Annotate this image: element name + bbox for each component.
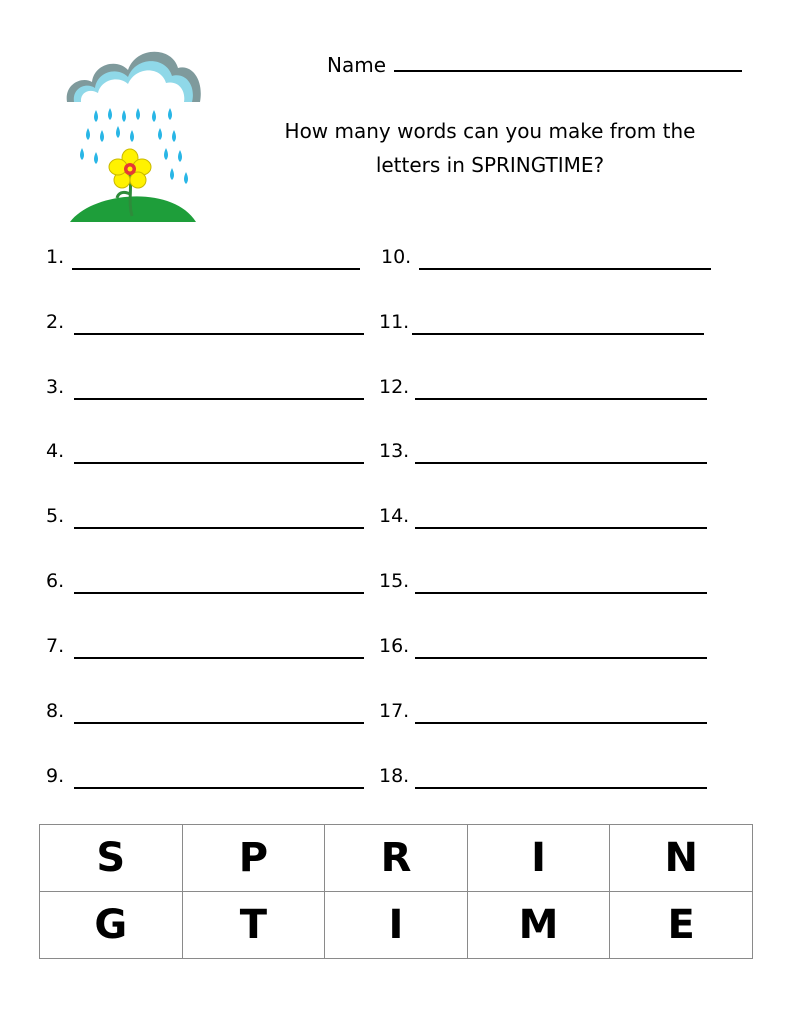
answer-number: 4. bbox=[46, 440, 65, 462]
answer-number: 16. bbox=[379, 635, 410, 657]
answer-line[interactable] bbox=[74, 592, 364, 594]
answer-line[interactable] bbox=[74, 333, 364, 335]
answer-row-15 bbox=[379, 570, 409, 596]
answer-row-5 bbox=[46, 505, 64, 531]
letter-tile: P bbox=[182, 825, 325, 892]
answer-number: 11. bbox=[379, 311, 410, 333]
question-line-2: letters in SPRINGTIME? bbox=[375, 153, 605, 177]
letter-tile: I bbox=[467, 825, 610, 892]
answer-row-2 bbox=[46, 311, 64, 337]
answer-number: 18. bbox=[379, 765, 410, 787]
answer-number: 17. bbox=[379, 700, 410, 722]
question-line-1: How many words can you make from the bbox=[284, 119, 696, 143]
answer-row-4 bbox=[46, 440, 64, 466]
letter-tile: E bbox=[610, 892, 753, 959]
letter-tiles-table bbox=[39, 824, 753, 959]
answer-line[interactable] bbox=[74, 787, 364, 789]
answer-number: 12. bbox=[379, 376, 410, 398]
answer-number: 10. bbox=[381, 246, 412, 268]
letter-row-2 bbox=[40, 892, 753, 959]
answer-row-17 bbox=[379, 700, 409, 726]
spring-rain-clipart bbox=[62, 44, 204, 224]
name-blank-line[interactable] bbox=[394, 50, 742, 72]
answer-row-1 bbox=[46, 246, 64, 272]
answer-number: 14. bbox=[379, 505, 410, 527]
answer-number: 1. bbox=[46, 246, 65, 268]
answer-line[interactable] bbox=[74, 722, 364, 724]
answer-row-3 bbox=[46, 376, 64, 402]
answer-line[interactable] bbox=[412, 333, 704, 335]
letter-tile: S bbox=[40, 825, 183, 892]
answer-line[interactable] bbox=[415, 398, 707, 400]
answer-row-13 bbox=[379, 440, 409, 466]
answer-line[interactable] bbox=[415, 592, 707, 594]
answer-row-8 bbox=[46, 700, 64, 726]
letter-tile: N bbox=[610, 825, 753, 892]
answer-number: 3. bbox=[46, 376, 65, 398]
answer-number: 8. bbox=[46, 700, 65, 722]
answer-row-14 bbox=[379, 505, 409, 531]
letter-tile: G bbox=[40, 892, 183, 959]
answer-number: 9. bbox=[46, 765, 65, 787]
answer-row-10 bbox=[381, 246, 411, 272]
answer-line[interactable] bbox=[415, 787, 707, 789]
answer-number: 13. bbox=[379, 440, 410, 462]
rain-cloud-icon bbox=[67, 52, 201, 102]
letter-tile: T bbox=[182, 892, 325, 959]
answer-number: 15. bbox=[379, 570, 410, 592]
answer-number: 2. bbox=[46, 311, 65, 333]
answer-line[interactable] bbox=[74, 398, 364, 400]
answer-line[interactable] bbox=[415, 462, 707, 464]
answer-line[interactable] bbox=[415, 527, 707, 529]
answer-line[interactable] bbox=[415, 722, 707, 724]
answer-line[interactable] bbox=[419, 268, 711, 270]
answer-number: 5. bbox=[46, 505, 65, 527]
letter-tile: M bbox=[467, 892, 610, 959]
letter-row-1 bbox=[40, 825, 753, 892]
letter-tile: R bbox=[325, 825, 468, 892]
letter-tile: I bbox=[325, 892, 468, 959]
instructions bbox=[255, 114, 725, 182]
answer-line[interactable] bbox=[415, 657, 707, 659]
answer-line[interactable] bbox=[74, 657, 364, 659]
hill-icon bbox=[70, 196, 196, 222]
answer-line[interactable] bbox=[72, 268, 360, 270]
answer-row-6 bbox=[46, 570, 64, 596]
answer-row-7 bbox=[46, 635, 64, 661]
answer-row-12 bbox=[379, 376, 409, 402]
answer-row-11 bbox=[379, 311, 409, 337]
answer-row-9 bbox=[46, 765, 64, 791]
answer-row-18 bbox=[379, 765, 409, 791]
answer-line[interactable] bbox=[74, 462, 364, 464]
answer-line[interactable] bbox=[74, 527, 364, 529]
answer-number: 7. bbox=[46, 635, 65, 657]
answer-row-16 bbox=[379, 635, 409, 661]
answer-number: 6. bbox=[46, 570, 65, 592]
name-label: Name bbox=[327, 53, 387, 77]
name-field bbox=[327, 50, 742, 77]
